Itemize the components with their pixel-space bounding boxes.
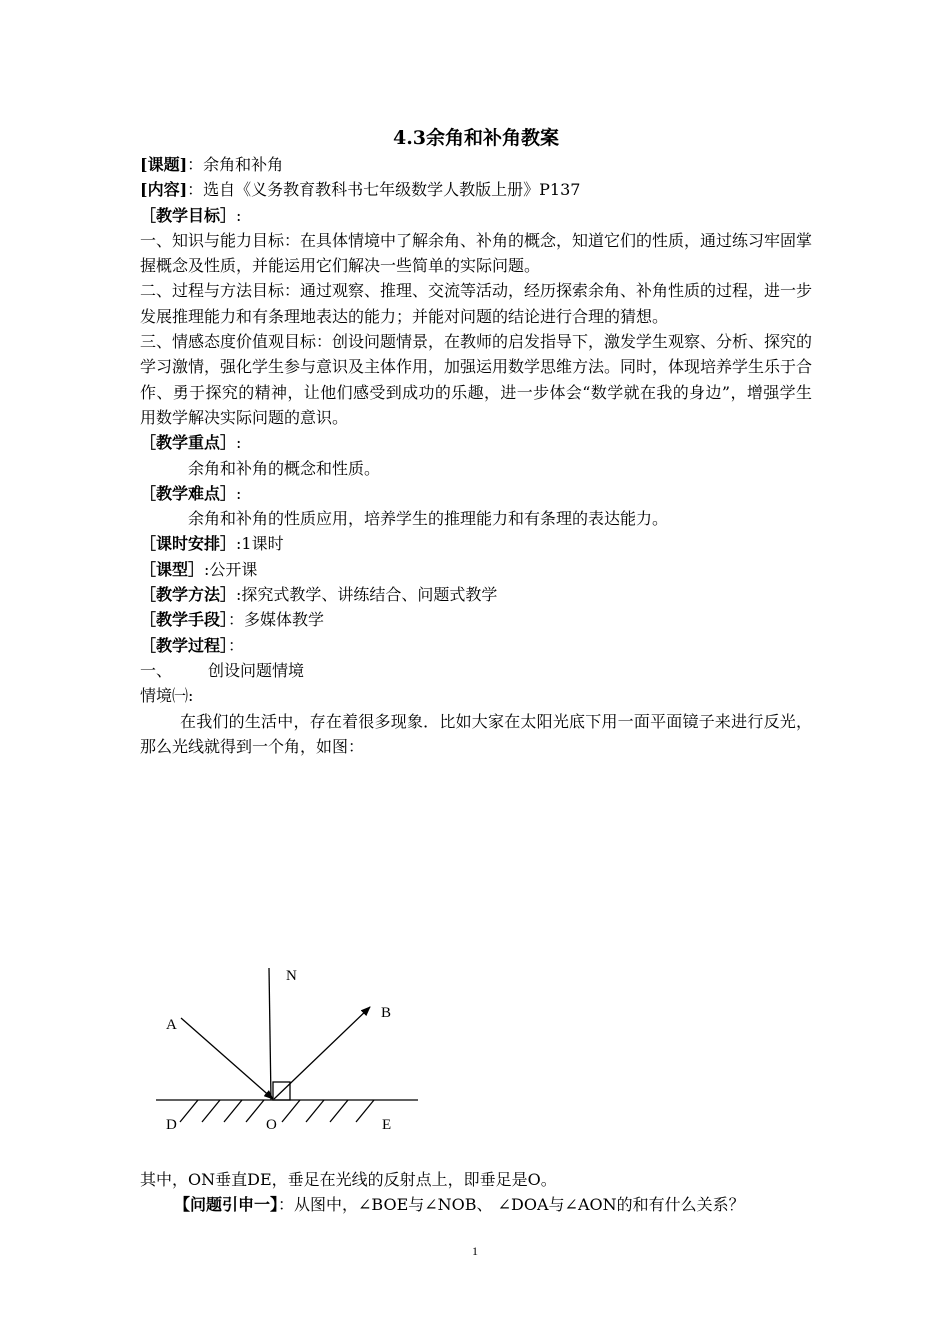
difficulties-heading — [140, 481, 812, 506]
schedule-label: ［课时安排］ — [140, 534, 237, 554]
content-label: [内容] — [140, 180, 188, 200]
label-d: D — [166, 1117, 177, 1133]
goal-process: 二、过程与方法目标：通过观察、推理、交流等活动，经历探索余角、补角性质的过程，进一步发展推理能力和有条理地表达的能力；并能对问题的结论进行合理的猜想。 — [140, 281, 813, 326]
difficulties-label: ［教学难点］ — [140, 483, 237, 503]
section-1-number: 一、 — [140, 660, 173, 680]
reflection-diagram — [140, 958, 440, 1138]
section-1-title: 创设问题情境 — [208, 660, 305, 680]
after-figure-block — [140, 1167, 812, 1218]
process-label: ［教学过程］ — [140, 635, 229, 655]
lesson-type-label: ［课型］ — [140, 559, 205, 579]
lesson-type-value: :公开课 — [204, 559, 258, 579]
lesson-type-line — [140, 557, 812, 582]
document-title: 4.3余角和补角教案 — [392, 127, 560, 149]
section-1-heading — [140, 658, 812, 683]
ray-ao — [181, 1018, 273, 1099]
scenario-text: 在我们的生活中，存在着很多现象．比如大家在太阳光底下用一面平面镜子来进行反光，那么光线就得到一个角，如图： — [140, 711, 812, 756]
label-a: A — [166, 1017, 177, 1033]
page-number: 1 — [472, 1244, 478, 1258]
schedule-value: :1课时 — [236, 534, 284, 554]
goal-knowledge: 一、知识与能力目标：在具体情境中了解余角、补角的概念，知道它们的性质，通过练习牢固掌握概念及性质，并能运用它们解决一些简单的实际问题。 — [140, 230, 813, 276]
label-e: E — [382, 1117, 392, 1133]
goals-heading — [140, 203, 812, 228]
goals-colon: : — [236, 205, 242, 225]
line-on — [269, 968, 271, 1100]
question-line — [140, 1192, 812, 1217]
goals-label: ［教学目标］ — [140, 205, 237, 225]
means-line — [140, 607, 812, 632]
key-points-text: 余角和补角的概念和性质。 — [188, 458, 381, 478]
ray-ob — [274, 1007, 370, 1099]
schedule-line — [140, 531, 812, 556]
topic-label: [课题] — [140, 155, 188, 174]
perpendicular-note: 其中，ON垂直DE，垂足在光线的反射点上，即垂足是O。 — [140, 1170, 557, 1189]
question-text: ：从图中，∠BOE与∠NOB、 ∠DOA与∠AON的和有什么关系？ — [278, 1195, 745, 1215]
content-line — [140, 177, 812, 202]
methods-value: :探究式教学、讲练结合、问题式教学 — [236, 585, 498, 605]
reflection-figure — [140, 958, 440, 1138]
key-points-heading — [140, 430, 812, 455]
methods-line — [140, 582, 812, 607]
methods-label: ［教学方法］ — [140, 585, 237, 605]
means-label: ［教学手段］ — [140, 610, 229, 630]
scenario-label: 情境㈠: — [140, 686, 194, 706]
process-value: ： — [228, 635, 245, 655]
process-line — [140, 633, 812, 658]
label-b: B — [381, 1005, 392, 1021]
ground-hatching — [180, 1100, 374, 1122]
document-body — [140, 124, 812, 759]
means-value: ：多媒体教学 — [228, 610, 325, 630]
label-o: O — [266, 1117, 277, 1133]
key-points-label: ［教学重点］ — [140, 433, 237, 453]
label-n: N — [286, 968, 297, 984]
topic-value: ：余角和补角 — [187, 155, 284, 174]
difficulties-text: 余角和补角的性质应用，培养学生的推理能力和有条理的表达能力。 — [188, 509, 669, 529]
goal-emotion: 三、情感态度价值观目标：创设问题情景，在教师的启发指导下，激发学生观察、分析、探究的学习激情，强化学生参与意识及主体作用，加强运用数学思维方法。同时，体现培养学生乐于合作、勇于探究的精神，让他们感受到成功的乐趣，进一步体会“数学就在我的身边”，增强学生用数学解决实际问题的意识。 — [140, 332, 813, 427]
question-label: 【问题引申一】 — [174, 1195, 279, 1215]
difficulties-colon: : — [236, 483, 242, 503]
content-value: ：选自《义务教育教科书七年级数学人教版上册》P137 — [187, 180, 581, 200]
key-points-colon: : — [236, 433, 242, 453]
topic-line — [140, 152, 812, 177]
